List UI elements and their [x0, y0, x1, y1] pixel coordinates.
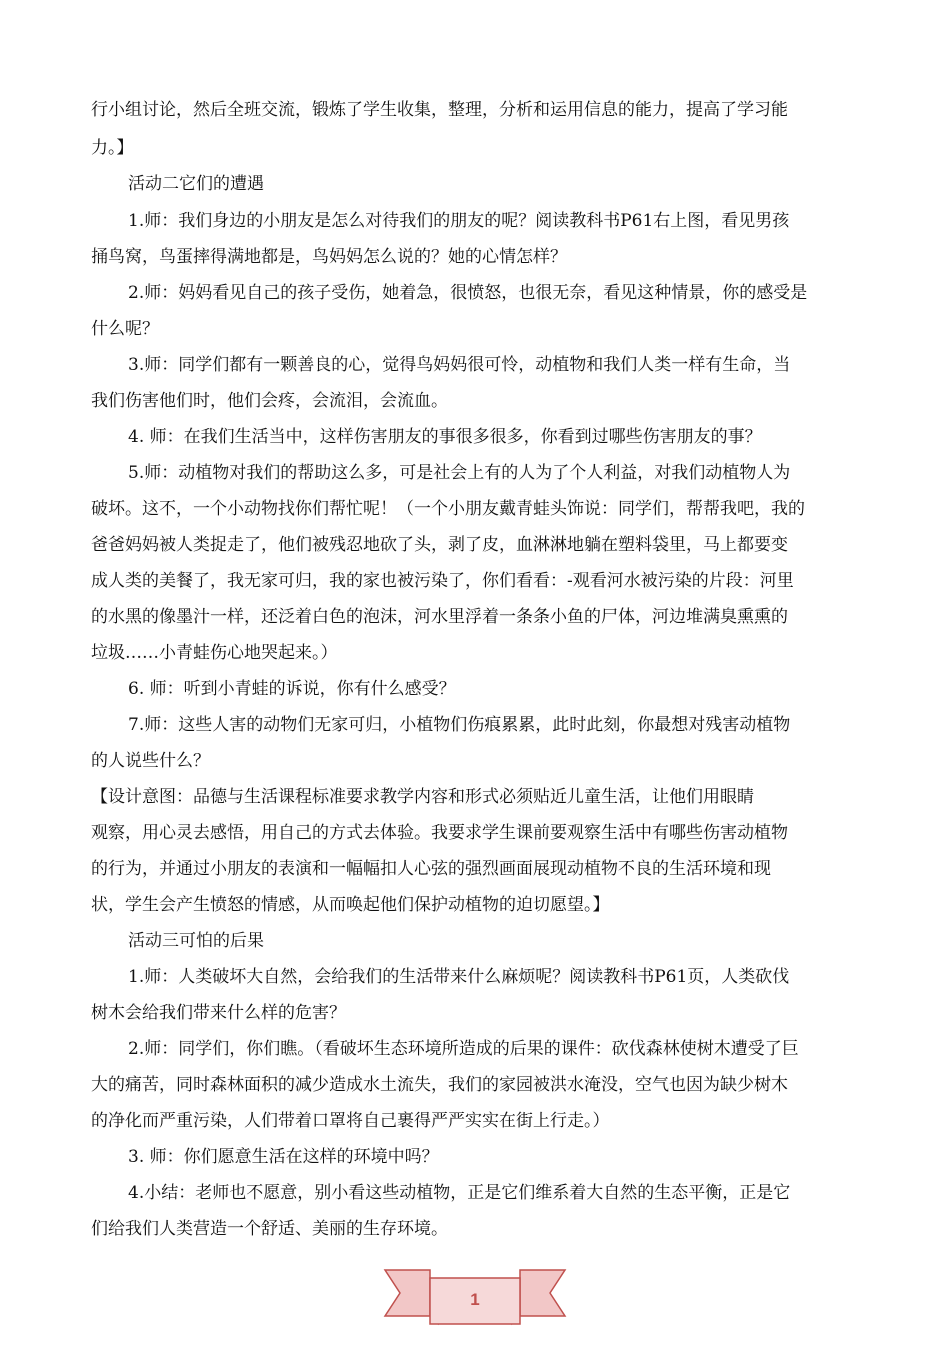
document-page: 行小组讨论，然后全班交流，锻炼了学生收集，整理，分析和运用信息的能力，提高了学习能 力。】 活动二它们的遭遇 1.师：我们身边的小朋友是怎么对待我们的朋友的呢？阅读教科书P61右上图，看见男孩 捅鸟窝，鸟蛋摔得满地都是，鸟妈妈怎么说的？她的心情怎样？ 2.师：妈妈看见自己的孩子受伤，她着急，很愤怒，也很无奈，看见这种情景，你的感受是 什么呢？ 3.师：同学们都有一颗善良的心，觉得鸟妈妈很可怜，动植物和我们人类一样有生命，当 我们伤害他们时，他们会疼，会流泪，会流血。 4. 师：在我们生活当中，这样伤害朋友的事很多很多，你看到过哪些伤害朋友的事？ 5.师：动植物对我们的帮助这么多，可是社会上有的人为了个人利益，对我们动植物人为 破坏。这不，一个小动物找你们帮忙呢！（一个小朋友戴青蛙头饰说：同学们，帮帮我吧，我的 爸爸妈妈被人类捉走了，他们被残忍地砍了头，剥了皮，血淋淋地躺在塑料袋里，马上都要变 成人类的美餐了，我无家可归，我的家也被污染了，你们看看：-观看河水被污染的片段：河里 的水黑的像墨汁一样，还泛着白色的泡沫，河水里浮着一条条小鱼的尸体，河边堆满臭熏熏的 垃圾……小青蛙伤心地哭起来。） 6. 师：听到小青蛙的诉说，你有什么感受？ 7.师：这些人害的动物们无家可归，小植物们伤痕累累，此时此刻，你最想对残害动植物 的人说些什么？ 【设计意图：品德与生活课程标准要求教学内容和形式必须贴近儿童生活，让他们用眼睛 观察，用心灵去感悟，用自己的方式去体验。我要求学生课前要观察生活中有哪些伤害动植物 的行为，并通过小朋友的表演和一幅幅扣人心弦的强烈画面展现动植物不良的生活环境和现 状，学生会产生愤怒的情感，从而唤起他们保护动植物的迫切愿望。】 活动三可怕的后果 1.师：人类破坏大自然，会给我们的生活带来什么麻烦呢？阅读教科书P61页，人类砍伐 树木会给我们带来什么样的危害？ 2.师：同学们，你们瞧。（看破坏生态环境所造成的后果的课件：砍伐森林使树木遭受了巨 大的痛苦，同时森林面积的减少造成水土流失，我们的家园被洪水淹没，空气也因为缺少树木 的净化而严重污染，人们带着口罩将自己裹得严严实实在街上行走。） 3. 师：你们愿意生活在这样的环境中吗？ 4.小结：老师也不愿意，别小看这些动植物，正是它们维系着大自然的生态平衡，正是它 们给我们人类营造一个舒适、美丽的生存环境。 1	[0, 0, 950, 1344]
page-number: 1	[470, 1290, 480, 1309]
